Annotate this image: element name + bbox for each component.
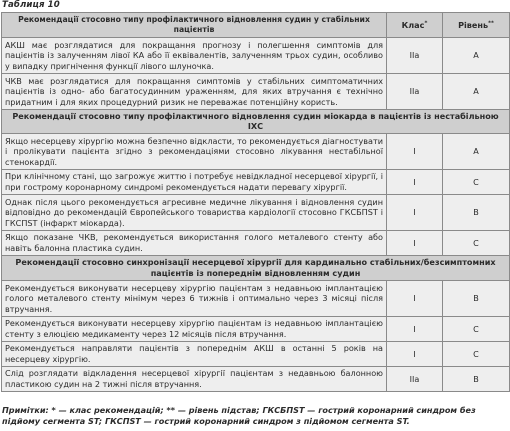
class-value: IIa [387,38,443,74]
recommendations-table [1,12,510,392]
table-row [2,316,510,341]
recommendation-text: При клінічному стані, що загрожує життю і потребує невідкладної несерцевої хірургії, і при гострому коронарному синдромі рекомендується надати перевагу хірургії. [2,169,387,194]
level-column-header [443,13,510,38]
section-title: Рекомендації стосовно типу профілактичного відновлення судин міокарда в пацієнтів із нестабільною ІХС [2,110,510,134]
level-header-label: Рівень [458,19,489,30]
recommendation-text: Рекомендується виконувати несерцеву хірургію пацієнтам із недавньою імплантацією стенту з елюцією медикаменту через 12 місяців після втручання. [2,316,387,341]
level-value: A [443,38,510,74]
level-value: C [443,230,510,255]
section-title: Рекомендації стосовно типу профілактичного відновлення судин у стабільних пацієнтів [2,13,387,38]
table-row [2,194,510,230]
level-value: B [443,366,510,391]
level-value: C [443,341,510,366]
class-header-footnote-mark: * [424,20,428,27]
level-value: A [443,74,510,110]
class-value: I [387,194,443,230]
class-value: I [387,280,443,316]
class-value: I [387,230,443,255]
table-row [2,169,510,194]
class-value: I [387,133,443,169]
table-row [2,280,510,316]
class-value: I [387,169,443,194]
class-column-header [387,13,443,38]
class-header-label: Клас [401,19,425,30]
recommendation-text: Однак після цього рекомендується агресивне медичне лікування і відновлення судин відповідно до рекомендацій Європейського товариства кардіології стосовно ГКСБПST і ГКСПST (інфаркт міокарда). [2,194,387,230]
table-row [2,74,510,110]
recommendation-text: Рекомендується направляти пацієнтів з попереднім АКШ в останні 5 років на несерцеву хірургію. [2,341,387,366]
section-header-row [2,13,510,38]
table-row [2,366,510,391]
recommendation-text: ЧКВ має розглядатися для покращання симптомів у стабільних симптоматичних пацієнтів із одно- або багатосудинним ураженням, для яких втручання є технічно придатним і для яких процедурний ризик не переважає потенційну користь. [2,74,387,110]
table-row [2,230,510,255]
table-row [2,38,510,74]
section-title: Рекомендації стосовно синхронізації несерцевої хірургії для кардинально стабільних/безсимптомних пацієнтів із попереднім відновленням судин [2,255,510,280]
recommendation-text: АКШ має розглядатися для покращання прогнозу і полегшення симптомів для пацієнтів із залученням лівої КА або її еквівалентів, залученням трьох судин, особливо у випадку пригнічення функції лівого шлуночка. [2,38,387,74]
table-footnotes: Примітки: * — клас рекомендацій; ** — рівень підстав; ГКСБПST — гострий коронарний синдром без підйому сегмента ST; ГКСПST — гострий коронарний синдром з підйомом сегмента ST. [2,405,476,426]
recommendation-text: Якщо показане ЧКВ, рекомендується використання голого металевого стенту або навіть балонна пластика судин. [2,230,387,255]
table-row [2,341,510,366]
table-caption: Таблиця 10 [2,0,60,10]
level-value: B [443,280,510,316]
class-value: I [387,316,443,341]
section-header-row [2,110,510,134]
table-row [2,133,510,169]
section-header-row [2,255,510,280]
level-value: B [443,194,510,230]
recommendation-text: Якщо несерцеву хірургію можна безпечно відкласти, то рекомендується діагностувати і пролікувати пацієнта згідно з рекомендаціями стосовно лікування нестабільної стенокардії. [2,133,387,169]
level-value: C [443,169,510,194]
level-value: C [443,316,510,341]
class-value: IIa [387,74,443,110]
class-value: IIa [387,366,443,391]
recommendation-text: Рекомендується виконувати несерцеву хірургію пацієнтам з недавньою імплантацією голого металевого стенту мінімум через 6 тижнів і оптимально через 3 місяці після втручання. [2,280,387,316]
class-value: I [387,341,443,366]
level-value: A [443,133,510,169]
level-header-footnote-mark: ** [488,20,494,27]
recommendation-text: Слід розглядати відкладення несерцевої хірургії пацієнтам з недавньою балонною пластикою судин на 2 тижні після втручання. [2,366,387,391]
